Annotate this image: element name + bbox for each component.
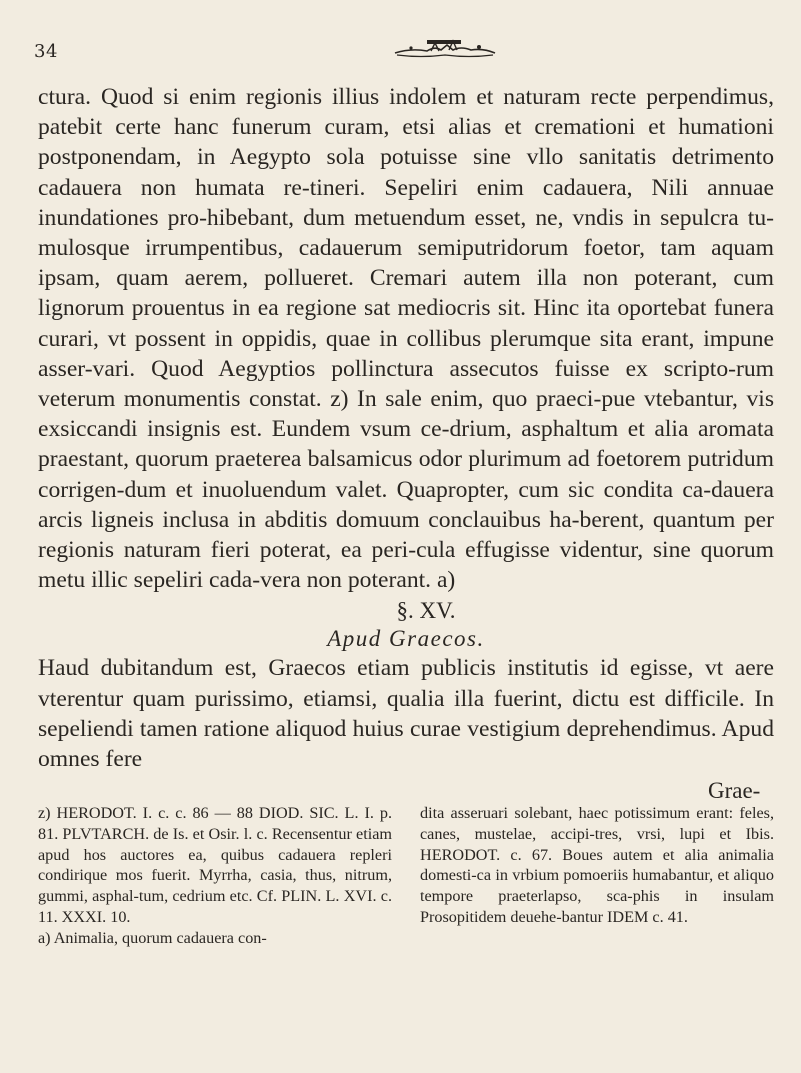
footnote-column-left — [38, 803, 392, 949]
footnote-a-start: a) Animalia, quorum cadauera con- — [38, 928, 267, 947]
section-heading: §. XV. — [396, 598, 456, 624]
paragraph-2: Haud dubitandum est, Graecos etiam publicis institutis id egisse, vt aere vterentur quam purissimo, etiamsi, qualia illa fuerint, dictu est difficile. In sepeliendi tamen ratione aliquod huius curae vestigium deprehendimus. Apud omnes fere — [38, 655, 774, 773]
footnotes — [38, 803, 774, 949]
section-subheading: Apud Graecos. — [327, 626, 485, 652]
printers-ornament-icon — [391, 36, 499, 60]
footnote-column-right — [420, 803, 774, 949]
footnote-a-continued: dita asseruari solebant, haec potissimum erant: feles, canes, mustelae, accipi-tres, vrsi, lupi et Ibis. HERODOT. c. 67. Boues autem et alia animalia domesti-ca in vrbium pomoeriis humabantur, et aliquo tempore praeterlapso, sca-phis in insulam Prosopitidem deuehe-bantur IDEM c. 41. — [420, 804, 774, 926]
page-number: 34 — [34, 41, 58, 62]
paragraph-1: ctura. Quod si enim regionis illius indolem et naturam recte perpendimus, patebit certe hanc funerum curam, etsi alias et cremationi et humationi postponendam, in Aegypto sola potuisse sine vllo sanitatis detrimento cadauera non humata re-tineri. Sepeliri enim cadauera, Nili annuae inundationes pro-hibebant, dum metuendum esset, ne, vndis in sepulcra tu-mulosque irrumpentibus, cadauerum semiputridorum foetor, tam aquam ipsam, quam aerem, pollueret. Cremari autem illa non poterant, cum lignorum prouentus in ea regione sat mediocris sit. Hinc ita oportebat funera curari, vt possent in oppidis, quae in collibus plerumque sita erant, impune asser-vari. Quod Aegyptios pollinctura assecutos fuisse ex scripto-rum veterum monumentis constat. z) In sale enim, quo praeci-pue vtebantur, vis exsiccandi insignis est. Eundem vsum ce-drium, asphaltum et alia aromata praestant, quorum praeterea balsamicus odor plurimum ad foetorem putridum corrigen-dum et inuoluendum valet. Quapropter, cum sic condita ca-dauera arcis ligneis inclusa in abditis domuum conclauibus ha-berent, quantum per regionis naturam fieri poterat, ea peri-cula effugisse videntur, sine quorum metu illic sepeliri cada-vera non poterant. a) — [38, 84, 774, 594]
footnote-z: z) HERODOT. I. c. c. 86 — 88 DIOD. SIC. L. I. p. 81. PLVTARCH. de Is. et Osir. l. c. Recensentur etiam apud hos auctores ea, quibus cadauera repleri condirique mos fuerit. Myrrha, casia, thus, nitrum, gummi, asphal-tum, cedrium etc. Cf. PLIN. L. XVI. c. 11. XXXI. 10. — [38, 804, 392, 926]
catchword: Grae- — [708, 778, 761, 803]
main-text — [38, 82, 774, 774]
